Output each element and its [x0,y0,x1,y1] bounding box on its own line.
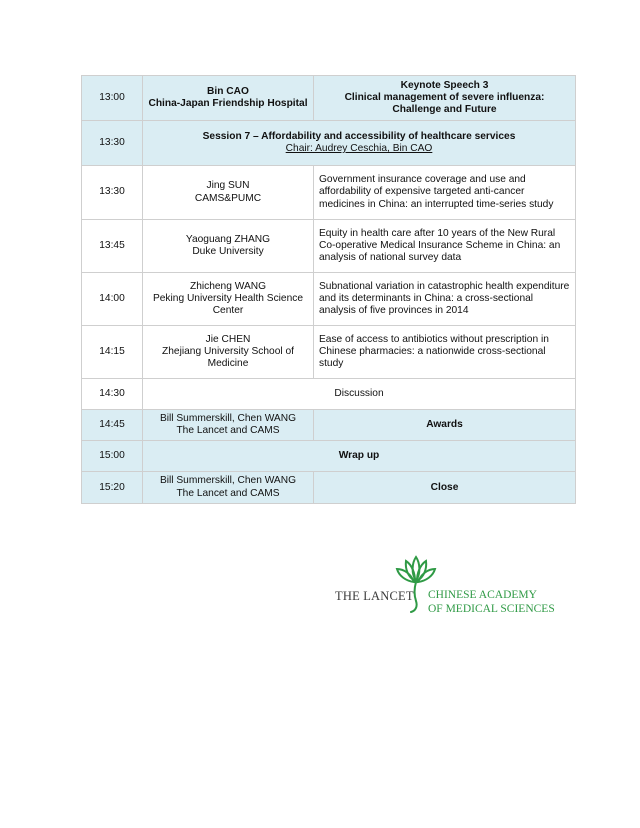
text-line: Duke University [192,246,264,257]
text-line: Zhicheng WANG [189,280,267,292]
schedule-row [82,121,576,166]
speaker-cell [143,166,314,220]
lancet-wordmark: THE LANCET [335,589,414,603]
label-cell [314,472,576,503]
schedule-row [82,273,576,326]
text-line: China-Japan Friendship Hospital [148,98,308,109]
lancet-cams-logo [335,555,570,615]
schedule-row [82,441,576,472]
cams-line-1: CHINESE ACADEMY [428,589,537,601]
split-label: Awards [426,419,463,431]
schedule-row [82,410,576,441]
topic-cell: Ease of access to antibiotics without prescription in Chinese pharmacies: a nationwide cross-sectional study [314,326,576,379]
label-cell [314,410,576,441]
time-cell: 14:15 [82,326,143,379]
session-chair: Chair: Audrey Ceschia, Bin CAO [285,143,433,154]
schedule-row [82,379,576,410]
speaker-cell [143,326,314,379]
text-line: CAMS&PUMC [194,192,262,204]
schedule-row [82,326,576,379]
span-label: Wrap up [338,450,380,462]
speaker-cell [143,472,314,503]
time-cell: 14:45 [82,410,143,441]
topic-cell: Government insurance coverage and use and affordability of expensive targeted anti-cancer medicines in China: an interrupted time-series study [314,166,576,220]
time-cell: 13:00 [82,76,143,121]
text-line: Keynote Speech 3 [400,79,489,91]
cams-wordmark [428,588,555,616]
session-cell [143,121,576,166]
topic-cell: Equity in health care after 10 years of the New Rural Co-operative Medical Insurance Scheme in China: an analysis of national survey data [314,220,576,273]
text-line: Bin CAO [207,85,249,97]
text-line: Jing SUN [206,180,250,192]
time-cell: 14:30 [82,379,143,410]
time-cell: 15:00 [82,441,143,472]
time-cell: 13:30 [82,166,143,220]
topic-cell: Subnational variation in catastrophic health expenditure and its determinants in China: a cross-sectional analysis of five provinces in 2014 [314,273,576,326]
text-line: The Lancet and CAMS [176,487,280,499]
span-cell [143,379,576,410]
text-line: Clinical management of severe influenza: [344,91,545,103]
speaker-cell [143,76,314,121]
span-label: Discussion [334,387,384,399]
text-line: The Lancet and CAMS [176,425,280,437]
text-line: Bill Summerskill, Chen WANG [159,413,297,424]
time-cell: 14:00 [82,273,143,326]
schedule-row [82,472,576,503]
text-line: Jie CHEN [205,333,251,345]
schedule-row [82,220,576,273]
session-title: Session 7 – Affordability and accessibility of healthcare services [202,130,516,142]
text-line: Zhejiang University School of Medicine [162,345,294,370]
speaker-cell [143,220,314,273]
schedule-row [82,76,576,121]
text-line: Yaoguang ZHANG [185,233,271,245]
text-line: Challenge and Future [392,104,497,116]
text-line: Peking University Health Science Center [152,292,304,317]
schedule-row [82,166,576,220]
split-label: Close [430,481,459,493]
text-line: Bill Summerskill, Chen WANG [159,475,297,487]
time-cell: 13:30 [82,121,143,166]
time-cell: 13:45 [82,220,143,273]
cams-line-2: OF MEDICAL SCIENCES [428,603,555,615]
topic-cell [314,76,576,121]
speaker-cell [143,273,314,326]
span-cell [143,441,576,472]
time-cell: 15:20 [82,472,143,503]
speaker-cell [143,410,314,441]
schedule-table [81,75,576,504]
